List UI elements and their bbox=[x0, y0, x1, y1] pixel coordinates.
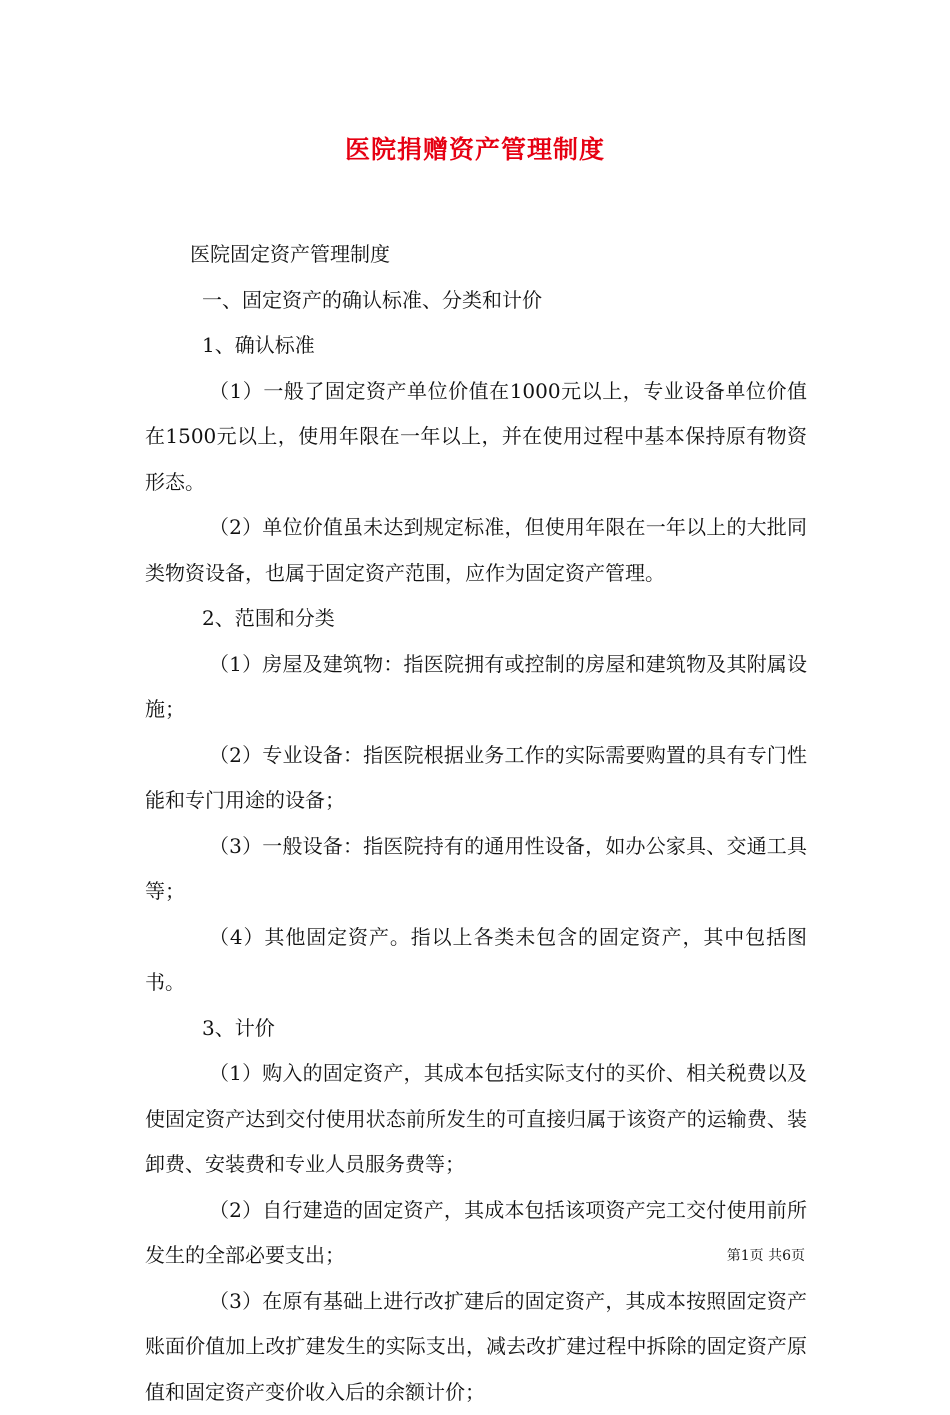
subsection-heading-confirmation: 1、确认标准 bbox=[145, 323, 807, 369]
section-heading-1: 一、固定资产的确认标准、分类和计价 bbox=[145, 278, 807, 324]
document-title: 医院捐赠资产管理制度 bbox=[0, 130, 950, 166]
section-heading-main: 医院固定资产管理制度 bbox=[145, 232, 807, 278]
footer-total-pages: 6 bbox=[782, 1248, 791, 1264]
subsection-heading-scope: 2、范围和分类 bbox=[145, 596, 807, 642]
footer-suffix: 页 bbox=[791, 1248, 805, 1264]
paragraph-item: （2）单位价值虽未达到规定标准，但使用年限在一年以上的大批同类物资设备，也属于固定资产范围，应作为固定资产管理。 bbox=[145, 505, 807, 596]
paragraph-item: （1）一般了固定资产单位价值在1000元以上，专业设备单位价值在1500元以上，使用年限在一年以上，并在使用过程中基本保持原有物资形态。 bbox=[145, 369, 807, 506]
paragraph-item: （2）专业设备：指医院根据业务工作的实际需要购置的具有专门性能和专门用途的设备； bbox=[145, 733, 807, 824]
paragraph-item: （3）在原有基础上进行改扩建后的固定资产，其成本按照固定资产账面价值加上改扩建发生的实际支出，减去改扩建过程中拆除的固定资产原值和固定资产变价收入后的余额计价； bbox=[145, 1279, 807, 1415]
paragraph-item: （1）房屋及建筑物：指医院拥有或控制的房屋和建筑物及其附属设施； bbox=[145, 642, 807, 733]
subsection-heading-valuation: 3、计价 bbox=[145, 1006, 807, 1052]
footer-current-page: 1 bbox=[741, 1248, 750, 1264]
document-body bbox=[145, 232, 807, 1415]
paragraph-item: （4）其他固定资产。指以上各类未包含的固定资产，其中包括图书。 bbox=[145, 915, 807, 1006]
footer-prefix: 第 bbox=[727, 1248, 741, 1264]
paragraph-item: （1）购入的固定资产，其成本包括实际支付的买价、相关税费以及使固定资产达到交付使用状态前所发生的可直接归属于该资产的运输费、装卸费、安装费和专业人员服务费等； bbox=[145, 1051, 807, 1188]
paragraph-item: （3）一般设备：指医院持有的通用性设备，如办公家具、交通工具等； bbox=[145, 824, 807, 915]
page-footer bbox=[727, 1245, 805, 1265]
paragraph-item: （2）自行建造的固定资产，其成本包括该项资产完工交付使用前所发生的全部必要支出； bbox=[145, 1188, 807, 1279]
footer-middle: 页 共 bbox=[750, 1248, 782, 1264]
